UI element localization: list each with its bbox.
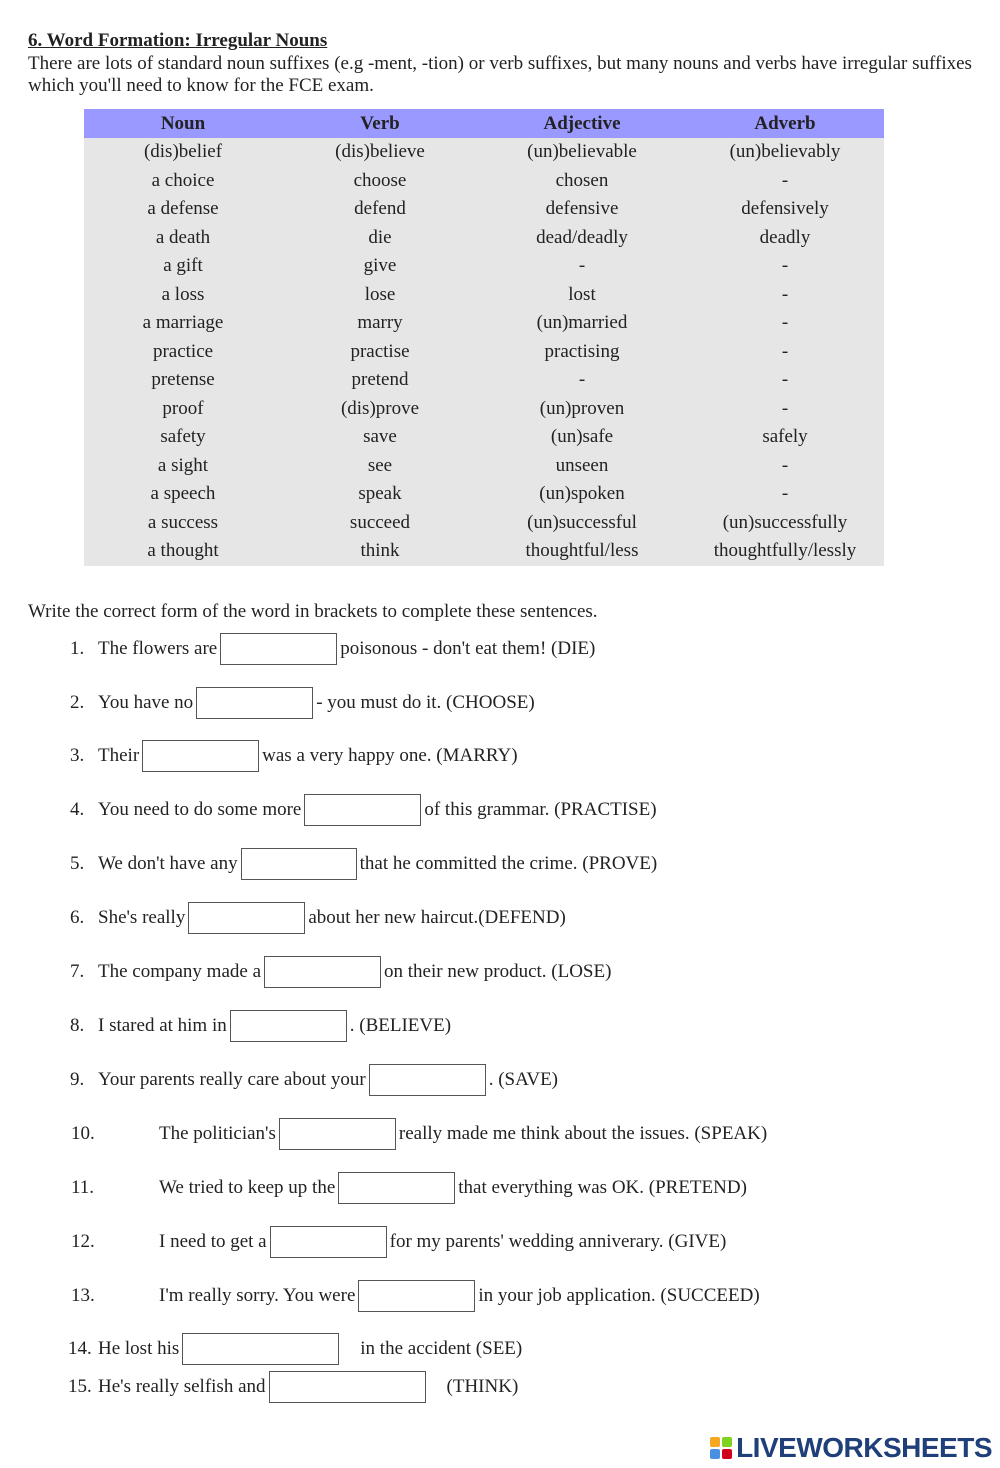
cell-noun: a death — [155, 226, 211, 248]
cell-verb: die — [368, 226, 392, 248]
question-number: 10. — [71, 1123, 95, 1144]
cell-verb: lose — [364, 283, 396, 305]
cell-noun: a loss — [161, 283, 205, 305]
cell-verb: (dis)prove — [340, 397, 420, 419]
cell-adjective: (un)believable — [527, 141, 637, 163]
answer-input[interactable] — [241, 848, 357, 880]
question-text-before: The politician's — [159, 1123, 276, 1144]
logo-text: LIVEWORKSHEETS — [736, 1432, 992, 1463]
question-text-after: that he committed the crime. (PROVE) — [359, 853, 658, 874]
question-text-before: I need to get a — [159, 1231, 267, 1252]
cell-adjective: (un)safe — [550, 426, 614, 448]
cell-adverb: - — [781, 369, 789, 391]
question-4 — [70, 793, 657, 827]
cell-noun: a thought — [147, 540, 219, 562]
answer-input[interactable] — [369, 1064, 486, 1096]
cell-adjective: - — [578, 369, 586, 391]
question-number: 9. — [70, 1069, 85, 1090]
cell-verb: choose — [353, 169, 407, 191]
table-row — [84, 338, 884, 367]
table-row — [84, 281, 884, 310]
cell-adjective: thoughtful/less — [525, 540, 639, 562]
question-number: 1. — [70, 638, 85, 659]
question-12 — [71, 1225, 726, 1259]
table-row — [84, 224, 884, 253]
cell-adverb: defensively — [741, 198, 829, 220]
question-number: 3. — [70, 745, 85, 766]
question-7 — [70, 955, 611, 989]
header-noun: Noun — [160, 112, 206, 134]
question-text-before: Your parents really care about your — [98, 1069, 366, 1090]
cell-noun: proof — [162, 397, 204, 419]
header-verb: Verb — [360, 112, 400, 134]
question-text-before: I'm really sorry. You were — [159, 1285, 356, 1306]
cell-noun: a speech — [150, 483, 216, 505]
question-1 — [70, 632, 595, 666]
question-text-after: about her new haircut.(DEFEND) — [308, 907, 566, 928]
question-14 — [68, 1332, 522, 1366]
question-text-after: for my parents' wedding anniverary. (GIVE) — [389, 1231, 727, 1252]
question-5 — [70, 847, 657, 881]
cell-adjective: (un)spoken — [539, 483, 625, 505]
cell-adjective: unseen — [555, 454, 609, 476]
question-text-before: The company made a — [98, 961, 262, 982]
question-text-before: She's really — [98, 907, 186, 928]
answer-input[interactable] — [142, 740, 259, 772]
question-text-after: (THINK) — [446, 1376, 519, 1397]
cell-verb: give — [363, 255, 397, 277]
cell-noun: a defense — [147, 198, 219, 220]
cell-adverb: - — [781, 483, 789, 505]
cell-adjective: defensive — [545, 198, 619, 220]
question-text-after: in your job application. (SUCCEED) — [478, 1285, 760, 1306]
cell-adverb: - — [781, 340, 789, 362]
cell-noun: a choice — [151, 169, 215, 191]
table-row — [84, 395, 884, 424]
table-row — [84, 252, 884, 281]
cell-adjective: dead/deadly — [536, 226, 628, 248]
logo-square-2 — [722, 1437, 732, 1447]
question-number: 4. — [70, 799, 85, 820]
question-text-before: He's really selfish and — [98, 1376, 266, 1397]
question-text-before: We tried to keep up the — [159, 1177, 336, 1198]
cell-verb: pretend — [351, 369, 409, 391]
cell-noun: a marriage — [142, 312, 224, 334]
worksheet-title: 6. Word Formation: Irregular Nouns — [28, 30, 328, 51]
logo-square-3 — [710, 1449, 720, 1459]
question-text-after: in the accident (SEE) — [360, 1338, 523, 1359]
table-row — [84, 167, 884, 196]
cell-noun: a sight — [157, 454, 209, 476]
cell-adjective: (un)married — [536, 312, 628, 334]
answer-input[interactable] — [220, 633, 337, 665]
question-13 — [71, 1279, 760, 1313]
answer-input[interactable] — [196, 687, 313, 719]
answer-input[interactable] — [358, 1280, 475, 1312]
question-number: 7. — [70, 961, 85, 982]
answer-input[interactable] — [270, 1226, 387, 1258]
instruction-text: Write the correct form of the word in brackets to complete these sentences. — [28, 601, 598, 622]
liveworksheets-logo — [710, 1430, 992, 1466]
cell-adverb: - — [781, 169, 789, 191]
table-row — [84, 452, 884, 481]
table-header — [84, 109, 884, 138]
question-number: 14. — [68, 1338, 92, 1359]
cell-noun: (dis)belief — [143, 141, 223, 163]
question-6 — [70, 901, 566, 935]
answer-input[interactable] — [182, 1333, 339, 1365]
question-9 — [70, 1063, 558, 1097]
cell-adverb: - — [781, 255, 789, 277]
question-number: 2. — [70, 692, 85, 713]
cell-adjective: lost — [568, 283, 596, 305]
cell-adverb: (un)successfully — [722, 511, 848, 533]
question-text-before: I stared at him in — [98, 1015, 227, 1036]
cell-adverb: - — [781, 283, 789, 305]
question-10 — [71, 1117, 767, 1151]
question-8 — [70, 1009, 451, 1043]
question-text-before: You have no — [98, 692, 194, 713]
intro-text: There are lots of standard noun suffixes (e.g -ment, -tion) or verb suffixes, but many nouns and verbs have irregular suffixes which you'll need to know for the FCE exam. — [28, 53, 972, 96]
question-number: 5. — [70, 853, 85, 874]
table-row — [84, 480, 884, 509]
question-text-before: The flowers are — [98, 638, 218, 659]
cell-adverb: deadly — [759, 226, 811, 248]
question-text-after: was a very happy one. (MARRY) — [262, 745, 518, 766]
cell-adjective: - — [578, 255, 586, 277]
table-body — [84, 138, 884, 566]
question-text-after: that everything was OK. (PRETEND) — [458, 1177, 747, 1198]
cell-adjective: (un)proven — [539, 397, 625, 419]
table-row — [84, 366, 884, 395]
header-adverb: Adverb — [754, 112, 816, 134]
question-text-after: poisonous - don't eat them! (DIE) — [340, 638, 596, 659]
question-number: 8. — [70, 1015, 85, 1036]
question-text-before: You need to do some more — [98, 799, 302, 820]
question-3 — [70, 739, 518, 773]
cell-verb: practise — [350, 340, 410, 362]
answer-input[interactable] — [188, 902, 305, 934]
answer-input[interactable] — [264, 956, 381, 988]
question-text-after: of this grammar. (PRACTISE) — [424, 799, 657, 820]
table-row — [84, 423, 884, 452]
cell-verb: see — [367, 454, 393, 476]
table-row — [84, 138, 884, 167]
logo-square-1 — [710, 1437, 720, 1447]
cell-noun: safety — [160, 426, 206, 448]
question-text-after: . (BELIEVE) — [349, 1015, 452, 1036]
cell-adverb: (un)believably — [729, 141, 841, 163]
cell-adverb: thoughtfully/lessly — [713, 540, 857, 562]
question-text-before: He lost his — [98, 1338, 180, 1359]
question-11 — [71, 1171, 747, 1205]
question-2 — [70, 686, 535, 720]
header-adjective: Adjective — [543, 112, 621, 134]
table-row — [84, 195, 884, 224]
cell-noun: a gift — [163, 255, 203, 277]
cell-noun: pretense — [151, 369, 215, 391]
cell-adjective: chosen — [555, 169, 609, 191]
logo-mark-icon — [710, 1437, 732, 1459]
question-text-after: . (SAVE) — [488, 1069, 559, 1090]
question-text-after: really made me think about the issues. (SPEAK) — [398, 1123, 768, 1144]
question-text-before: We don't have any — [98, 853, 238, 874]
cell-verb: succeed — [349, 511, 411, 533]
question-text-before: Their — [98, 745, 140, 766]
question-text-after: on their new product. (LOSE) — [384, 961, 612, 982]
cell-verb: speak — [358, 483, 402, 505]
cell-verb: (dis)believe — [335, 141, 425, 163]
question-number: 15. — [68, 1376, 92, 1397]
cell-adjective: practising — [544, 340, 620, 362]
question-number: 13. — [71, 1285, 95, 1306]
table-row — [84, 509, 884, 538]
cell-verb: defend — [354, 198, 406, 220]
question-number: 6. — [70, 907, 85, 928]
logo-square-4 — [722, 1449, 732, 1459]
table-row — [84, 309, 884, 338]
cell-verb: think — [360, 540, 400, 562]
question-15 — [68, 1370, 518, 1404]
cell-verb: save — [363, 426, 397, 448]
cell-adjective: (un)successful — [527, 511, 637, 533]
cell-noun: a success — [147, 511, 219, 533]
table-row — [84, 537, 884, 566]
question-text-after: - you must do it. (CHOOSE) — [316, 692, 535, 713]
cell-noun: practice — [152, 340, 214, 362]
cell-adverb: - — [781, 397, 789, 419]
cell-adverb: safely — [762, 426, 808, 448]
word-formation-table — [84, 109, 884, 566]
answer-input[interactable] — [269, 1371, 426, 1403]
answer-input[interactable] — [230, 1010, 347, 1042]
answer-input[interactable] — [304, 794, 421, 826]
cell-verb: marry — [357, 312, 403, 334]
question-number: 12. — [71, 1231, 95, 1252]
answer-input[interactable] — [338, 1172, 455, 1204]
question-number: 11. — [71, 1177, 95, 1198]
cell-adverb: - — [781, 312, 789, 334]
answer-input[interactable] — [279, 1118, 396, 1150]
cell-adverb: - — [781, 454, 789, 476]
